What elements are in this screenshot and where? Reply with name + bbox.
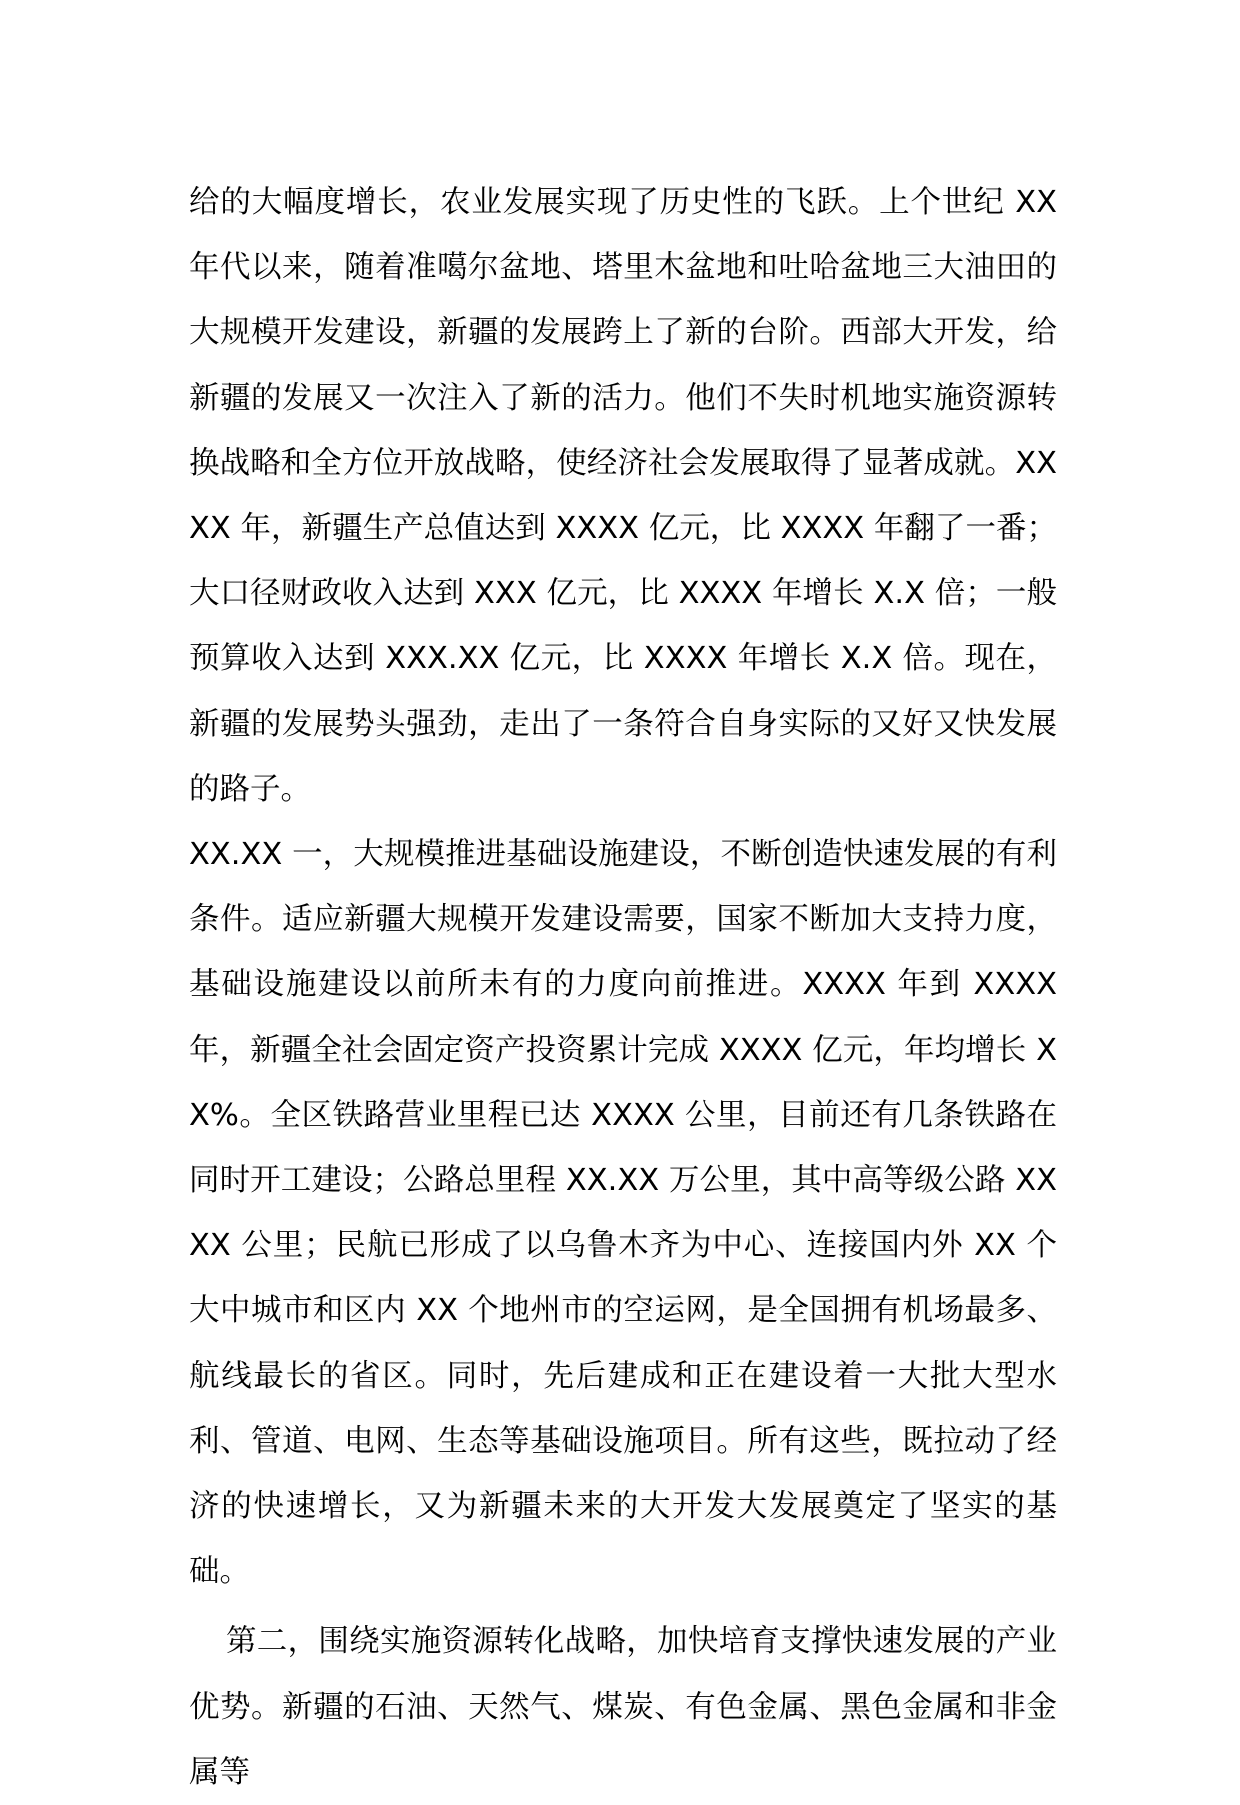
paragraph-infrastructure: XX.XX 一，大规模推进基础设施建设，不断创造快速发展的有利条件。适应新疆大规模开发建设需要，国家不断加大支持力度，基础设施建设以前所未有的力度向前推进。XXXX 年到 XXXX 年，新疆全社会固定资产投资累计完成 XXXX 亿元，年均增长 XX%。全区铁路营业里程已达 XXXX 公里，目前还有几条铁路在同时开工建设；公路总里程 XX.XX 万公里，其中高等级公路 XXXX 公里；民航已形成了以乌鲁木齐为中心、连接国内外 XX 个大中城市和区内 XX 个地州市的空运网，是全国拥有机场最多、航线最长的省区。同时，先后建成和正在建设着一大批大型水利、管道、电网、生态等基础设施项目。所有这些，既拉动了经济的快速增长，又为新疆未来的大开发大发展奠定了坚实的基础。 <box>189 837 1057 1590</box>
paragraph-achievements: 给的大幅度增长，农业发展实现了历史性的飞跃。上个世纪 XX 年代以来，随着准噶尔盆地、塔里木盆地和吐哈盆地三大油田的大规模开发建设，新疆的发展跨上了新的台阶。西部大开发，给新疆的发展又一次注入了新的活力。他们不失时机地实施资源转换战略和全方位开放战略，使经济社会发展取得了显著成就。XXXX 年，新疆生产总值达到 XXXX 亿元，比 XXXX 年翻了一番；大口径财政收入达到 XXX 亿元，比 XXXX 年增长 X.X 倍；一般预算收入达到 XXX.XX 亿元，比 XXXX 年增长 X.X 倍。现在，新疆的发展势头强劲，走出了一条符合自身实际的又好又快发展的路子。 <box>189 185 1057 807</box>
document-body <box>189 170 1057 1805</box>
paragraph-industry: 第二，围绕实施资源转化战略，加快培育支撑快速发展的产业优势。新疆的石油、天然气、煤炭、有色金属、黑色金属和非金属等 <box>189 1624 1057 1790</box>
